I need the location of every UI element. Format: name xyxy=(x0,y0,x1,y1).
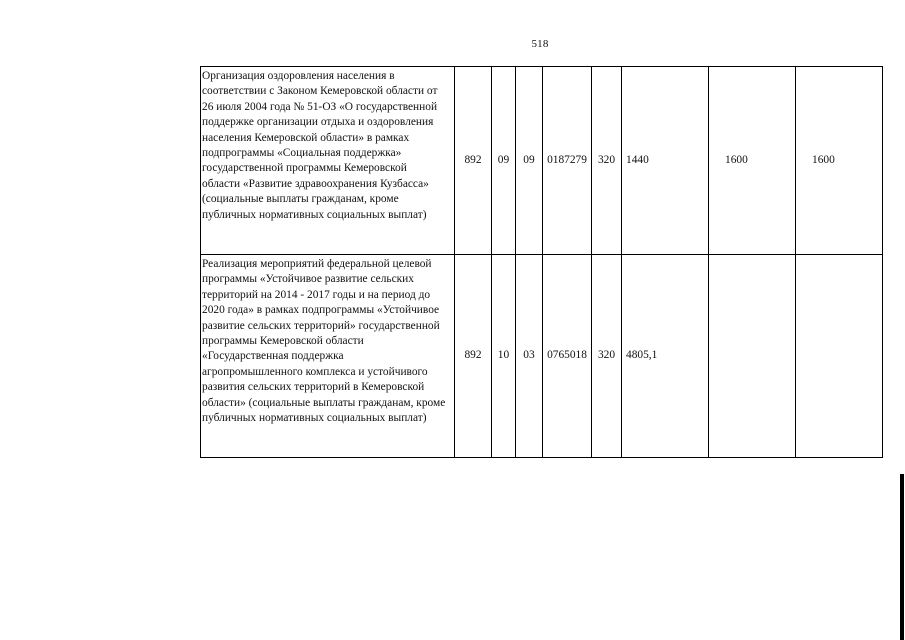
section-code: 09 xyxy=(492,67,516,255)
amount-year-1: 4805,1 xyxy=(622,255,709,458)
row-description: Организация оздоровления населения в соответствии с Законом Кемеровской области от 26 июля 2004 года № 51-ОЗ «О государственной поддержке организации отдыха и оздоровления населения Кемеровской области» в рамках подпрограммы «Социальная поддержка» государственной программы Кемеровской области «Развитие здравоохранения Кузбасса» (социальные выплаты гражданам, кроме публичных нормативных социальных выплат) xyxy=(201,67,455,255)
ministry-code: 892 xyxy=(455,255,492,458)
row-description: Реализация мероприятий федеральной целевой программы «Устойчивое развитие сельских территорий на 2014 - 2017 годы и на период до 2020 года» в рамках подпрограммы «Устойчивое развитие сельских территорий» государственной программы Кемеровской области «Государственная поддержка агропромышленного комплекса и устойчивого развития сельских территорий в Кемеровской области» (социальные выплаты гражданам, кроме публичных нормативных социальных выплат) xyxy=(201,255,455,458)
page-number: 518 xyxy=(531,38,549,50)
amount-year-1: 1440 xyxy=(622,67,709,255)
subsection-code: 09 xyxy=(516,67,543,255)
amount-year-3: 1600 xyxy=(796,67,883,255)
amount-year-2 xyxy=(709,255,796,458)
budget-table xyxy=(200,66,883,458)
target-article-code: 0187279 xyxy=(543,67,592,255)
amount-year-2: 1600 xyxy=(709,67,796,255)
section-code: 10 xyxy=(492,255,516,458)
expense-type-code: 320 xyxy=(592,255,622,458)
scan-edge-border xyxy=(900,474,904,640)
target-article-code: 0765018 xyxy=(543,255,592,458)
table-row xyxy=(201,255,883,458)
table-row xyxy=(201,67,883,255)
expense-type-code: 320 xyxy=(592,67,622,255)
ministry-code: 892 xyxy=(455,67,492,255)
subsection-code: 03 xyxy=(516,255,543,458)
amount-year-3 xyxy=(796,255,883,458)
